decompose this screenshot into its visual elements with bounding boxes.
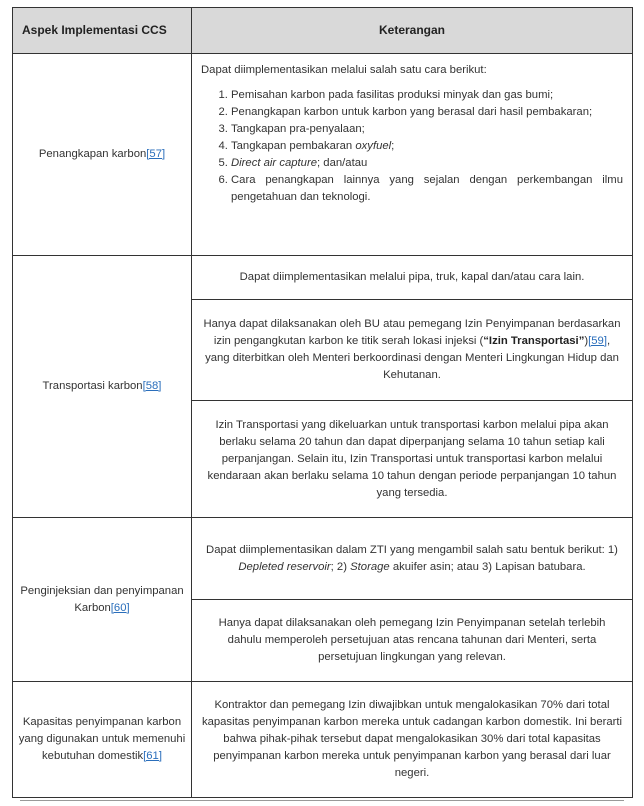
table-row [13, 256, 633, 300]
footnote-link[interactable]: [61] [143, 750, 162, 762]
description-text: ) [584, 335, 589, 347]
list-item [231, 138, 623, 155]
aspect-cell [13, 54, 192, 256]
footnote-link[interactable]: [58] [142, 380, 162, 392]
header-aspect: Aspek Implementasi CCS [13, 8, 192, 54]
list-item-italic: Direct air capture [231, 157, 318, 169]
aspect-label: Kapasitas penyimpanan karbon yang digunakan untuk memenuhi kebutuhan domestik [18, 716, 186, 762]
aspect-cell [13, 518, 192, 682]
description-italic: Depleted reservoir [238, 560, 331, 573]
description-cell: Dapat diimplementasikan melalui pipa, truk, kapal dan/atau cara lain. [192, 256, 633, 300]
aspect-label: Transportasi karbon [42, 380, 143, 392]
description-cell [192, 54, 633, 256]
description-cell: Kontraktor dan pemegang Izin diwajibkan untuk mengalokasikan 70% dari total kapasitas penyimpanan karbon mereka untuk cadangan karbon domestik. Ini berarti bahwa pihak-pihak tersebut dapat mengalokasikan 30% dari total kapasitas penyimpanan karbon mereka untuk penyimpanan karbon yang berasal dari luar negeri. [192, 682, 633, 798]
table-row [13, 518, 633, 600]
list-item: 2. Penangkapan karbon untuk karbon yang berasal dari hasil pembakaran; [231, 104, 623, 121]
list-item: 1. Pemisahan karbon pada fasilitas produksi minyak dan gas bumi; [231, 87, 623, 104]
aspect-cell [13, 256, 192, 518]
ccs-table [12, 7, 633, 798]
list-item: 3. Tangkapan pra-penyalaan; [231, 121, 623, 138]
list-item [231, 155, 623, 172]
description-text: Dapat diimplementasikan dalam ZTI yang mengambil salah satu bentuk berikut: 1) [206, 543, 618, 556]
footnote-link[interactable]: [57] [146, 148, 166, 160]
list-item: 6. Cara penangkapan lainnya yang sejalan dengan perkembangan ilmu pengetahuan dan teknologi. [231, 172, 623, 206]
bottom-divider [20, 800, 624, 801]
description-text: ; 2) [330, 560, 351, 573]
footnote-link[interactable]: [59] [588, 335, 607, 347]
aspect-cell [13, 682, 192, 798]
description-cell: Hanya dapat dilaksanakan oleh pemegang Izin Penyimpanan setelah terlebih dahulu memperoleh persetujuan atas rencana tahunan dari Menteri, serta persetujuan lingkungan yang relevan. [192, 600, 633, 682]
description-cell [192, 518, 633, 600]
description-cell [192, 300, 633, 401]
aspect-label: Penginjeksian dan penyimpanan Karbon [20, 584, 184, 614]
aspect-label: Penangkapan karbon [38, 148, 147, 160]
table-row [13, 54, 633, 256]
description-bold: “Izin Transportasi” [483, 335, 585, 347]
description-text: Hanya dapat dilaksanakan oleh BU atau pemegang Izin Penyimpanan berdasarkan izin pengangkutan karbon ke titik serah lokasi injeksi ( [203, 318, 621, 347]
list-item-tail: ; [391, 140, 395, 152]
capture-method-list [201, 87, 623, 206]
description-text: , yang diterbitkan oleh Menteri berkoordinasi dengan Menteri Lingkungan Hidup dan Kehutanan. [205, 335, 619, 381]
description-cell: Izin Transportasi yang dikeluarkan untuk transportasi karbon melalui pipa akan berlaku selama 20 tahun dan dapat diperpanjang selama 10 tahun setiap kali perpanjangan. Selain itu, Izin Transportasi untuk transportasi karbon melalui kendaraan akan berlaku selama 10 tahun dengan periode perpanjangan 10 tahun yang tersedia. [192, 401, 633, 518]
description-text: akuifer asin; atau 3) Lapisan batubara. [389, 560, 586, 573]
header-description: Keterangan [192, 8, 633, 54]
table-row [13, 682, 633, 798]
list-item-text: Tangkapan pembakaran [231, 140, 356, 152]
list-item-tail: ; dan/atau [317, 157, 368, 169]
description-intro: Dapat diimplementasikan melalui salah satu cara berikut: [201, 64, 487, 76]
list-item-italic: oxyfuel [355, 140, 392, 152]
header-row [13, 8, 633, 54]
description-italic: Storage [350, 560, 390, 573]
footnote-link[interactable]: [60] [110, 601, 130, 614]
